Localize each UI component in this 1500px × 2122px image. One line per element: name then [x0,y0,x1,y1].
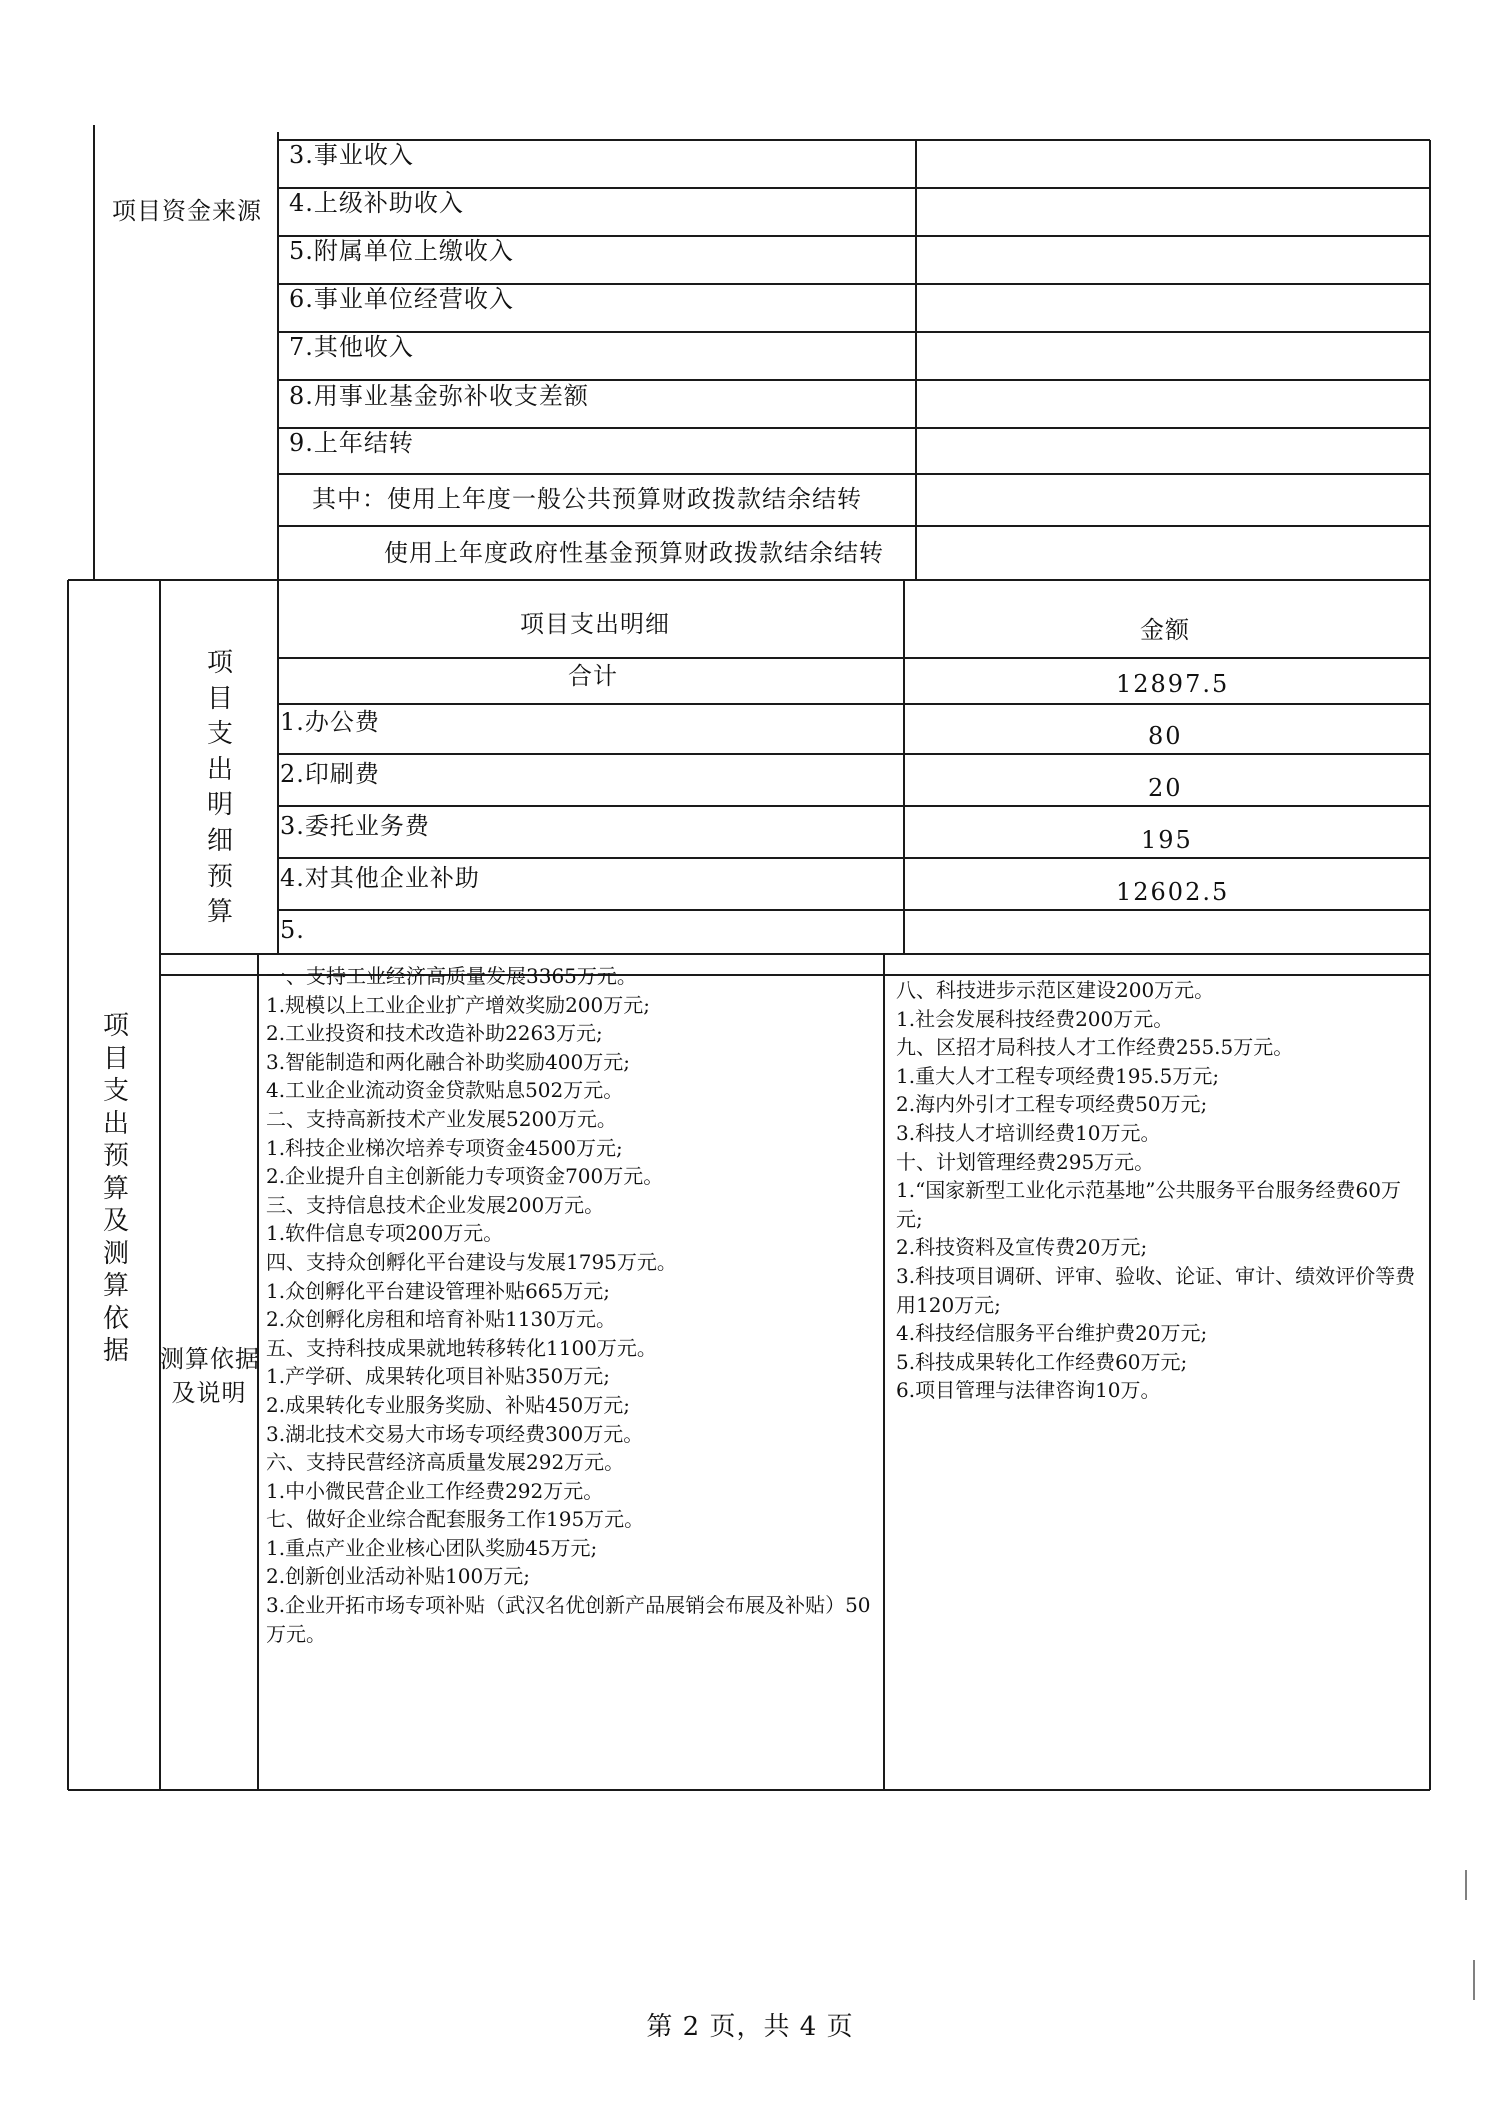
notes-line: 3.科技项目调研、评审、验收、论证、审计、绩效评价等费用120万元; [896,1263,1416,1317]
notes-line: 四、支持众创孵化平台建设与发展1795万元。 [266,1249,677,1274]
funding-source-label: 项目资金来源 [112,197,262,225]
expenditure-section-label [200,646,240,931]
expenditure-row-amount: 12602.5 [1116,878,1230,906]
notes-line: 1.科技企业梯次培养专项资金4500万元; [266,1135,623,1160]
notes-line: 1.社会发展科技经费200万元。 [896,1006,1174,1031]
notes-label-line1: 测算依据 [160,1345,260,1373]
notes-line: 6.项目管理与法律咨询10万。 [896,1378,1161,1403]
notes-line: 3.企业开拓市场专项补贴（武汉名优创新产品展销会布展及补贴）50万元。 [266,1593,871,1646]
funding-source-item: 4.上级补助收入 [289,189,464,217]
notes-line: 十、计划管理经费295万元。 [896,1149,1155,1174]
funding-source-item: 9.上年结转 [289,429,414,457]
notes-line: 三、支持信息技术企业发展200万元。 [266,1192,605,1217]
funding-source-item: 6.事业单位经营收入 [289,285,514,313]
notes-line: 3.智能制造和两化融合补助奖励400万元; [266,1049,630,1074]
notes-line: 2.创新创业活动补贴100万元; [266,1564,530,1589]
funding-source-subitem: 使用上年度政府性基金预算财政拨款结余结转 [384,539,884,567]
notes-line: 2.企业提升自主创新能力专项资金700万元。 [266,1164,664,1189]
funding-source-item: 7.其他收入 [289,333,414,361]
expenditure-header-amount: 金额 [1140,616,1190,644]
notes-line: 5.科技成果转化工作经费60万元; [896,1349,1188,1374]
notes-label-line2: 及说明 [171,1379,247,1407]
expenditure-row-amount: 195 [1141,826,1193,854]
page-number: 第 2 页，共 4 页 [646,2012,854,2042]
notes-line: 六、支持民营经济高质量发展292万元。 [266,1450,625,1475]
expenditure-row-amount: 20 [1148,774,1183,802]
notes-line: 1.重大人才工程专项经费195.5万元; [896,1063,1220,1088]
notes-line: 1.产学研、成果转化项目补贴350万元; [266,1364,610,1389]
expenditure-row-amount: 80 [1148,722,1183,750]
expenditure-row-item: 3.委托业务费 [280,812,430,840]
notes-line: 1.“国家新型工业化示范基地”公共服务平台服务经费60万元; [896,1178,1401,1231]
notes-line: 3.科技人才培训经费10万元。 [896,1120,1161,1145]
notes-line: 二、支持高新技术产业发展5200万元。 [266,1106,617,1131]
notes-line: 1.众创孵化平台建设管理补贴665万元; [266,1278,610,1303]
expenditure-row-item: 5. [280,916,305,944]
notes-line: 七、做好企业综合配套服务工作195万元。 [266,1507,645,1532]
notes-line: 一、支持工业经济高质量发展3365万元。 [266,964,637,988]
expenditure-row-item: 1.办公费 [280,708,380,736]
notes-line: 3.湖北技术交易大市场专项经费300万元。 [266,1421,644,1446]
expenditure-row-item: 2.印刷费 [280,760,380,788]
notes-line: 2.海内外引才工程专项经费50万元; [896,1092,1208,1117]
expenditure-row-item: 4.对其他企业补助 [280,864,480,892]
notes-line: 1.软件信息专项200万元。 [266,1221,504,1246]
notes-left-column [266,962,878,1648]
funding-source-subitem: 其中：使用上年度一般公共预算财政拨款结余结转 [312,485,862,513]
funding-source-item: 5.附属单位上缴收入 [289,237,514,265]
budget-basis-label-text: 项 目 支 出 预 算 及 测 算 依 据 [102,1011,129,1366]
funding-source-item: 8.用事业基金弥补收支差额 [289,382,589,410]
budget-basis-label [96,1010,136,1368]
notes-line: 4.科技经信服务平台维护费20万元; [896,1321,1208,1346]
notes-right-column [896,976,1426,1405]
expenditure-header-item: 项目支出明细 [520,610,670,638]
notes-line: 2.科技资料及宣传费20万元; [896,1235,1148,1260]
expenditure-total-label: 合计 [568,662,618,690]
expenditure-total-amount: 12897.5 [1116,670,1230,698]
notes-line: 1.重点产业企业核心团队奖励45万元; [266,1535,598,1560]
funding-source-item: 3.事业收入 [289,141,414,169]
notes-line: 2.成果转化专业服务奖励、补贴450万元; [266,1392,630,1417]
notes-line: 五、支持科技成果就地转移转化1100万元。 [266,1335,657,1360]
notes-line: 4.工业企业流动资金贷款贴息502万元。 [266,1078,624,1103]
notes-line: 2.众创孵化房租和培育补贴1130万元。 [266,1307,616,1332]
notes-line: 2.工业投资和技术改造补助2263万元; [266,1021,603,1046]
expenditure-section-label-text: 项 目 支 出 明 细 预 算 [206,648,233,928]
notes-line: 1.规模以上工业企业扩产增效奖励200万元; [266,992,650,1017]
notes-line: 九、区招才局科技人才工作经费255.5万元。 [896,1035,1294,1060]
notes-line: 1.中小微民营企业工作经费292万元。 [266,1478,604,1503]
notes-line: 八、科技进步示范区建设200万元。 [896,978,1215,1002]
